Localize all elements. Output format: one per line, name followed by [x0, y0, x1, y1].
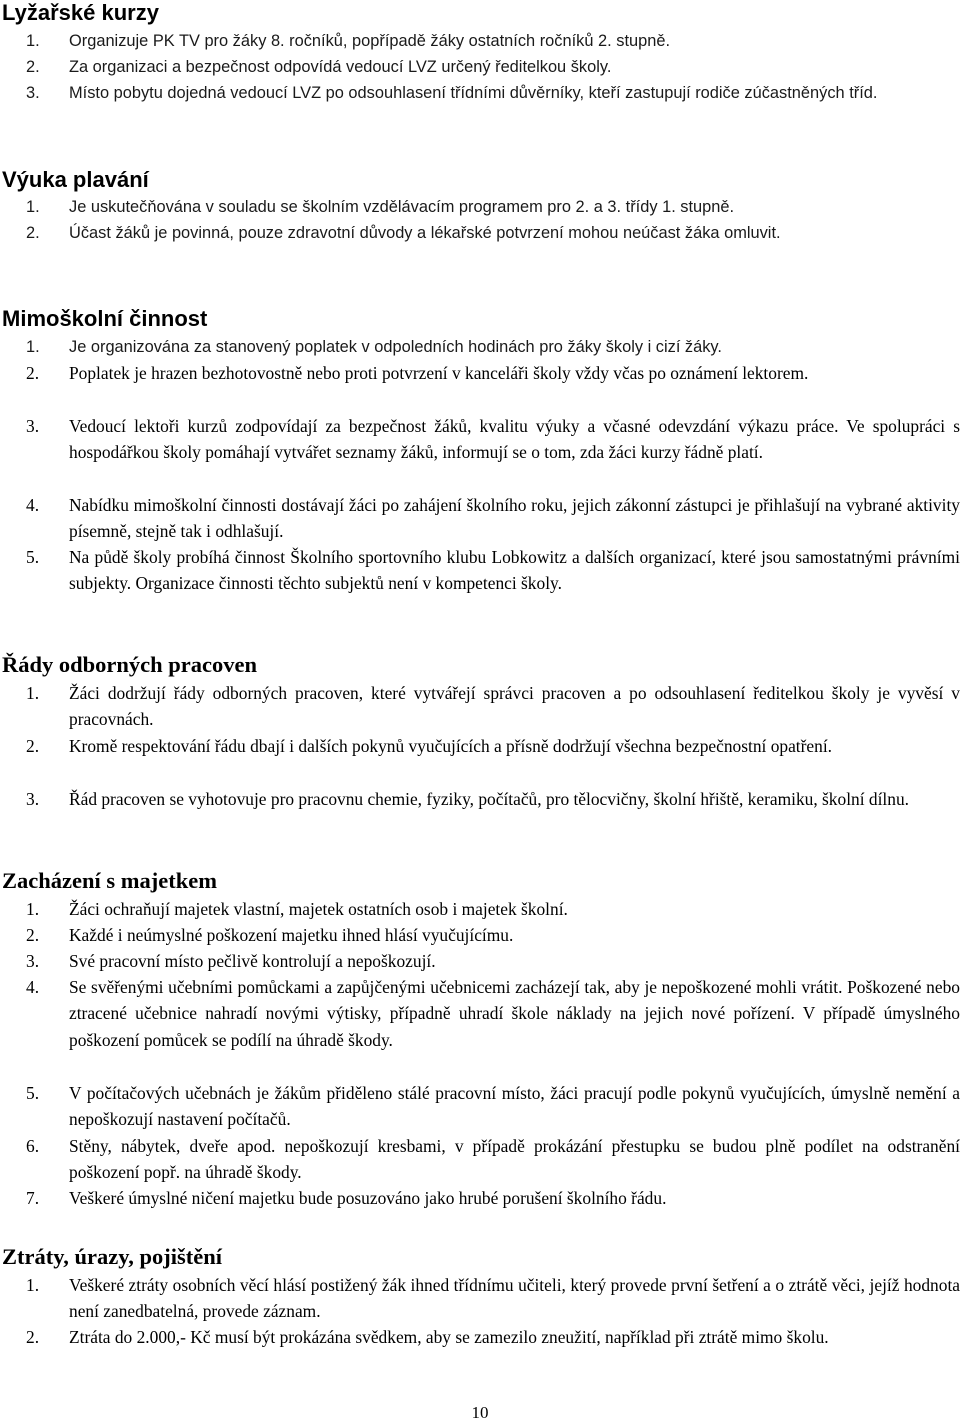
list-item-number: 3.	[26, 84, 40, 102]
list-item-number: 5.	[26, 547, 40, 567]
list-item-text: Každé i neúmyslné poškození majetku ihned hlásí vyučujícímu.	[69, 925, 514, 945]
list-item-text: Veškeré ztráty osobních věcí hlásí postižený žák ihned třídnímu učiteli, který provede první šetření a o ztrátě věci, jejíž hodnota není zanedbatelná, provede záznam.	[69, 1275, 960, 1322]
section-heading: Zacházení s majetkem	[2, 868, 217, 893]
list-item-number: 4.	[26, 977, 40, 997]
list-item-text: Organizuje PK TV pro žáky 8. ročníků, popřípadě žáky ostatních ročníků 2. stupně.	[69, 32, 671, 50]
list-item-number: 3.	[26, 951, 40, 971]
section-heading: Výuka plavání	[2, 167, 149, 192]
list-item-text: V počítačových učebnách je žákům přiděleno stálé pracovní místo, žáci pracují podle pokynů vyučujících, úmyslně nemění a nepoškozují nastavení počítačů.	[69, 1083, 960, 1130]
list-item-number: 1.	[26, 1275, 40, 1295]
list-item-text: Je uskutečňována v souladu se školním vzdělávacím programem pro 2. a 3. třídy 1. stupně.	[69, 198, 735, 216]
list-item-text: Veškeré úmyslné ničení majetku bude posuzováno jako hrubé porušení školního řádu.	[69, 1188, 667, 1208]
list-item-text: Nabídku mimoškolní činnosti dostávají žáci po zahájení školního roku, jejich zákonní zástupci je přihlašují na vybrané aktivity písemně, stejně tak i odhlašují.	[69, 495, 960, 542]
list-item-text: Na půdě školy probíhá činnost Školního sportovního klubu Lobkowitz a dalších organizací, které jsou samostatnými právními subjekty. Organizace činnosti těchto subjektů není v kompetenci školy.	[69, 547, 960, 594]
list-item-number: 2.	[26, 925, 40, 945]
list-item-number: 3.	[26, 789, 40, 809]
list-item-number: 1.	[26, 899, 40, 919]
list-item-text: Stěny, nábytek, dveře apod. nepoškozují kresbami, v případě prokázání přestupku se budou plně podílet na odstranění poškození popř. na úhradě škody.	[69, 1136, 960, 1183]
list-item-text: Místo pobytu dojedná vedoucí LVZ po odsouhlasení třídními důvěrníky, kteří zastupují rodiče zúčastněných tříd.	[69, 84, 878, 102]
list-item-number: 2.	[26, 736, 40, 756]
list-item-text: Se svěřenými učebními pomůckami a zapůjčenými učebnicemi zacházejí tak, aby je nepoškozené mohli vrátit. Poškozené nebo ztracené učebnice nahradí novými výtisky, případně uhradí škole náklady na jejich nové pořízení. V případě úmyslného poškození pomůcek se podílí na úhradě škody.	[69, 977, 960, 1050]
list-item-number: 4.	[26, 495, 40, 515]
section-heading: Řády odborných pracoven	[2, 652, 258, 677]
list-item-number: 7.	[26, 1188, 40, 1208]
list-item-text: Je organizována za stanovený poplatek v odpoledních hodinách pro žáky školy i cizí žáky.	[69, 338, 722, 356]
list-item-text: Vedoucí lektoři kurzů zodpovídají za bezpečnost žáků, kvalitu výuky a včasné odevzdání výkazu práce. Ve spolupráci s hospodářkou školy pomáhají vytvářet seznamy žáků, informují se o tom, zda žáci kurzy řádně platí.	[69, 416, 960, 463]
list-item-text: Své pracovní místo pečlivě kontrolují a nepoškozují.	[69, 951, 436, 971]
section-heading: Ztráty, úrazy, pojištění	[2, 1244, 222, 1269]
list-item-number: 1.	[26, 338, 40, 356]
list-item-number: 3.	[26, 416, 40, 436]
list-item-number: 2.	[26, 224, 40, 242]
list-item-text: Kromě respektování řádu dbají i dalších pokynů vyučujících a přísně dodržují všechna bezpečnostní opatření.	[69, 736, 833, 756]
list-item-number: 5.	[26, 1083, 40, 1103]
list-item-text: Poplatek je hrazen bezhotovostně nebo proti potvrzení v kanceláři školy vždy včas po oznámení lektorem.	[69, 363, 809, 383]
list-item-text: Žáci dodržují řády odborných pracoven, které vytvářejí správci pracoven a po odsouhlasení ředitelkou školy je vyvěsí v pracovnách.	[69, 683, 960, 730]
list-item-number: 2.	[26, 363, 40, 383]
list-item-number: 6.	[26, 1136, 40, 1156]
section-heading: Lyžařské kurzy	[2, 0, 159, 25]
list-item-number: 1.	[26, 32, 40, 50]
section-heading: Mimoškolní činnost	[2, 306, 208, 331]
list-item-number: 2.	[26, 58, 40, 76]
list-item-number: 2.	[26, 1327, 40, 1347]
list-item-text: Řád pracoven se vyhotovuje pro pracovnu chemie, fyziky, počítačů, pro tělocvičny, školní hřiště, keramiku, školní dílnu.	[69, 789, 910, 809]
page-number: 10	[471, 1403, 489, 1422]
list-item-number: 1.	[26, 683, 40, 703]
list-item-text: Ztráta do 2.000,- Kč musí být prokázána svědkem, aby se zamezilo zneužití, například při ztrátě mimo školu.	[69, 1327, 829, 1347]
list-item-text: Účast žáků je povinná, pouze zdravotní důvody a lékařské potvrzení mohou neúčast žáka omluvit.	[69, 224, 781, 242]
list-item-text: Žáci ochraňují majetek vlastní, majetek ostatních osob i majetek školní.	[69, 899, 568, 919]
list-item-number: 1.	[26, 198, 40, 216]
list-item-text: Za organizaci a bezpečnost odpovídá vedoucí LVZ určený ředitelkou školy.	[69, 58, 612, 76]
